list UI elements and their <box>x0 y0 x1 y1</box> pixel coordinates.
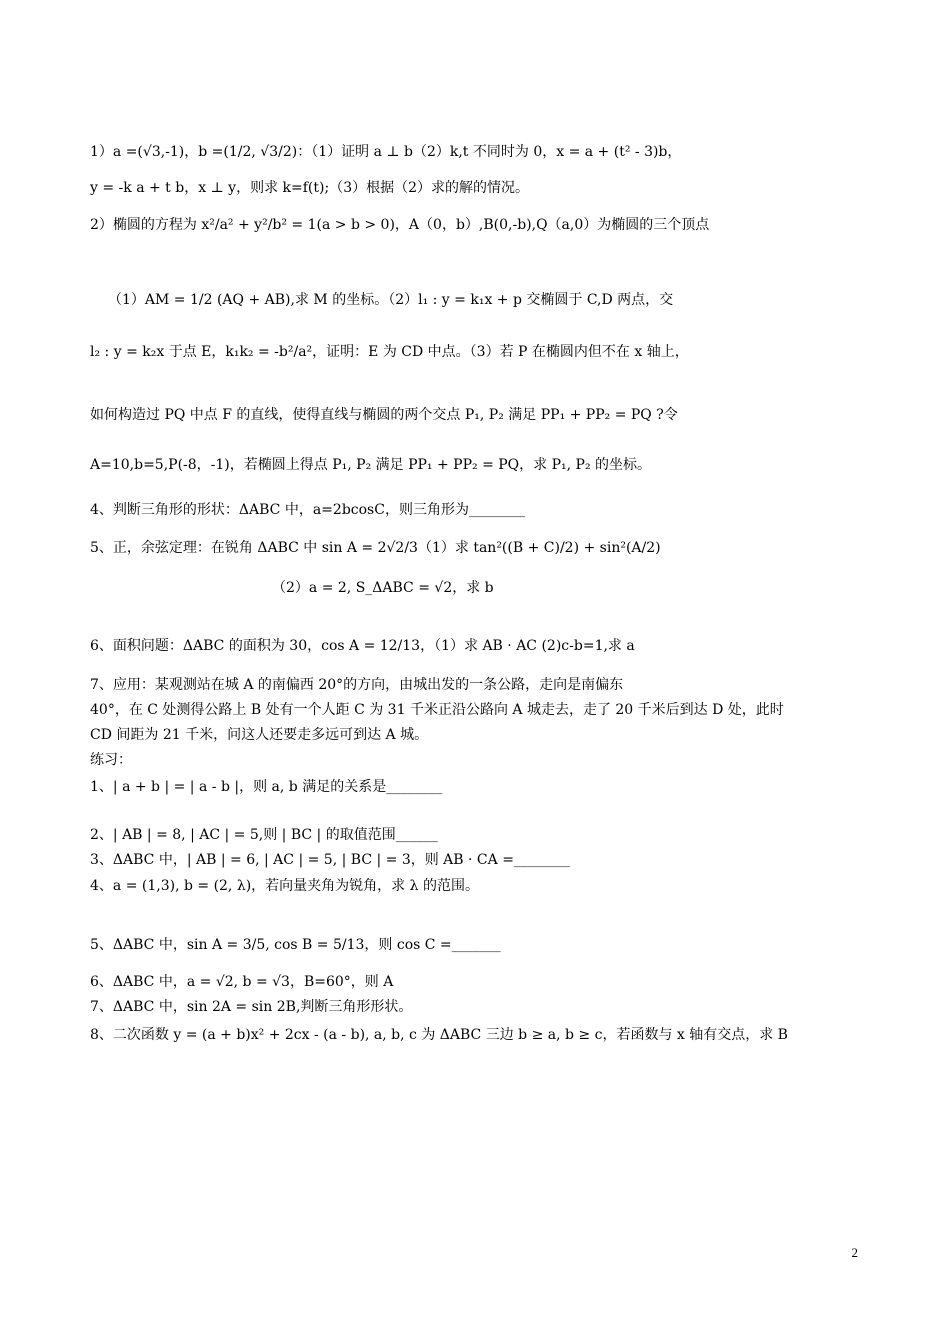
problem-1-line-1: 1）a =(√3,-1)，b =(1/2, √3/2)：（1）证明 a ⊥ b（2）k,t 不同时为 0，x = a + (t² - 3)b， <box>90 144 682 160</box>
exercise-1: 1、| a + b | = | a - b |，则 a, b 满足的关系是________ <box>90 779 443 795</box>
problem-6: 6、面积问题：ΔABC 的面积为 30，cos A = 12/13，（1）求 AB · AC (2)c-b=1,求 a <box>90 638 635 654</box>
problem-5-line-1: 5、正，余弦定理：在锐角 ΔABC 中 sin A = 2√2/3（1）求 tan²((B + C)/2) + sin²(A/2) <box>90 540 661 556</box>
problem-7-line-2: 40°，在 C 处测得公路上 B 处有一个人距 C 为 31 千米正沿公路向 A 城走去，走了 20 千米后到达 D 处，此时 <box>90 702 784 718</box>
problem-1-line-2: y = -k a + t b，x ⊥ y，则求 k=f(t);（3）根据（2）求的解的情况。 <box>90 180 530 196</box>
exercises-heading: 练习： <box>90 752 132 768</box>
problem-2-line-2: （1）AM = 1/2 (AQ + AB),求 M 的坐标。（2）l₁ : y = k₁x + p 交椭圆于 C,D 两点，交 <box>108 292 674 308</box>
problem-5-line-2: （2）a = 2, S_ΔABC = √2，求 b <box>272 580 494 596</box>
problem-2-line-3: l₂ : y = k₂x 于点 E，k₁k₂ = -b²/a²，证明：E 为 CD 中点。（3）若 P 在椭圆内但不在 x 轴上， <box>90 344 689 360</box>
exercise-5: 5、ΔABC 中，sin A = 3/5, cos B = 5/13，则 cos C =_______ <box>90 937 501 953</box>
problem-2-line-5: A=10,b=5,P(-8，-1)，若椭圆上得点 P₁, P₂ 满足 PP₁ + PP₂ = PQ，求 P₁, P₂ 的坐标。 <box>90 457 652 473</box>
problem-2-line-4: 如何构造过 PQ 中点 F 的直线，使得直线与椭圆的两个交点 P₁, P₂ 满足 PP₁ + PP₂ = PQ ?令 <box>90 407 678 423</box>
exercise-8: 8、二次函数 y = (a + b)x² + 2cx - (a - b), a, b, c 为 ΔABC 三边 b ≥ a, b ≥ c，若函数与 x 轴有交点，求 B <box>90 1027 788 1043</box>
problem-7-line-1: 7、应用：某观测站在城 A 的南偏西 20°的方向，由城出发的一条公路，走向是南偏东 <box>90 677 624 693</box>
problem-4: 4、判断三角形的形状：ΔABC 中，a=2bcosC，则三角形为________ <box>90 502 525 518</box>
exercise-2: 2、| AB | = 8, | AC | = 5,则 | BC | 的取值范围______ <box>90 827 438 843</box>
problem-7-line-3: CD 间距为 21 千米，问这人还要走多远可到达 A 城。 <box>90 727 429 743</box>
page-number: 2 <box>851 1245 858 1260</box>
exercise-6: 6、ΔABC 中，a = √2, b = √3，B=60°，则 A <box>90 974 394 990</box>
exercise-3: 3、ΔABC 中，| AB | = 6, | AC | = 5, | BC | = 3，则 AB · CA =________ <box>90 852 570 868</box>
problem-2-line-1: 2）椭圆的方程为 x²/a² + y²/b² = 1(a > b > 0)，A（0，b）,B(0,-b),Q（a,0）为椭圆的三个顶点 <box>90 217 710 233</box>
exercise-4: 4、a = (1,3), b = (2, λ)，若向量夹角为锐角，求 λ 的范围。 <box>90 878 479 894</box>
exercise-7: 7、ΔABC 中，sin 2A = sin 2B,判断三角形形状。 <box>90 999 413 1015</box>
